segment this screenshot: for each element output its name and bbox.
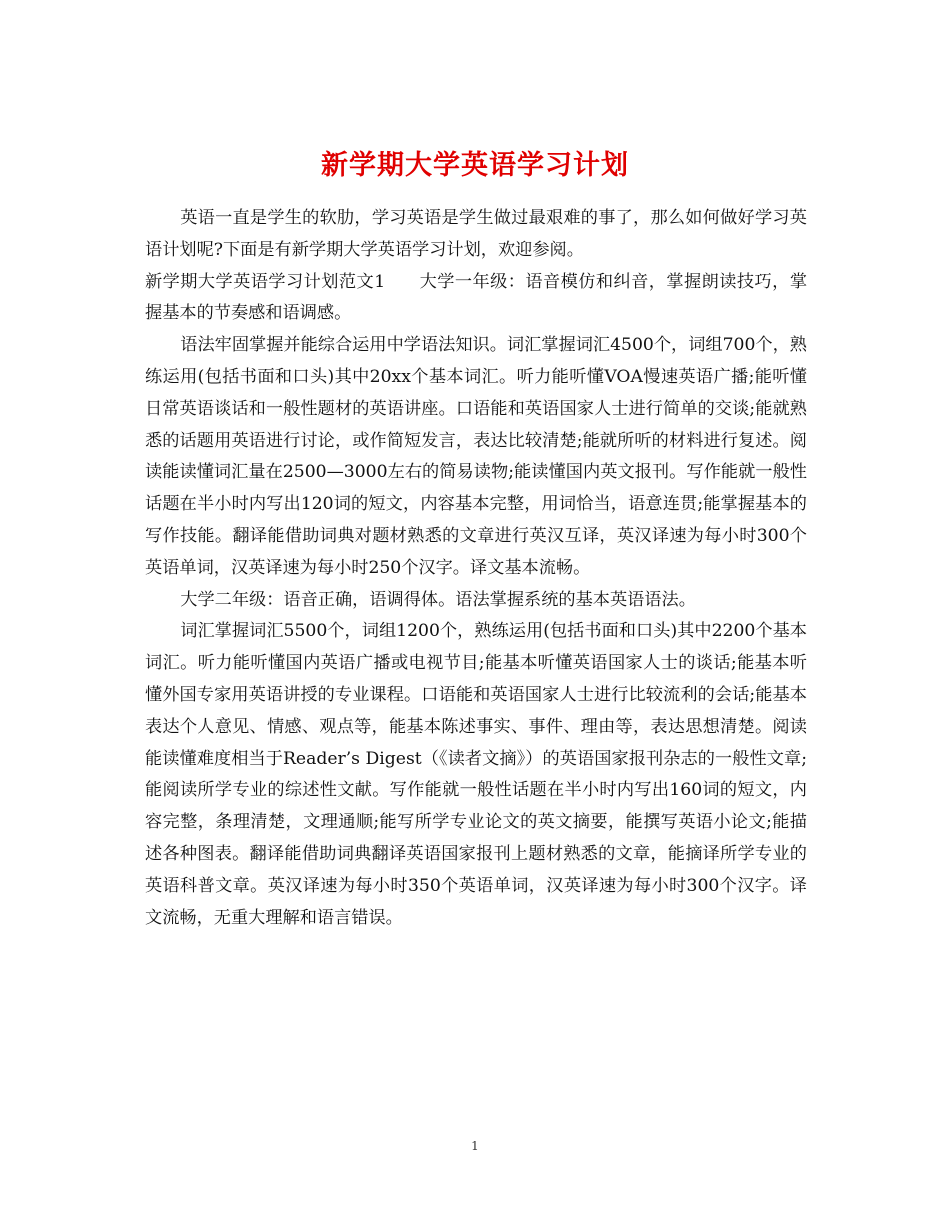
first-year-intro-text: 大学一年级：语音模仿和纠音，掌握朗读技巧，掌握基本的节奏感和语调感。 [145,271,808,324]
sample-heading: 新学期大学英语学习计划范文1 [145,271,386,292]
page-number: 1 [471,1139,479,1153]
second-year-details-paragraph: 词汇掌握词汇5500个，词组1200个，熟练运用(包括书面和口头)其中2200个基本词汇。听力能听懂国内英语广播或电视节目;能基本听懂英语国家人士的谈话;能基本听懂外国专家用英语讲授的专业课程。口语能和英语国家人士进行比较流利的会话;能基本表达个人意见、情感、观点等，能基本陈述事实、事件、理由等，表达思想清楚。阅读能读懂难度相当于Reader’s Digest（《读者文摘》）的英语国家报刊杂志的一般性文章;能阅读所学专业的综述性文献。写作能就一般性话题在半小时内写出160词的短文，内容完整，条理清楚，文理通顺;能写所学专业论文的英文摘要，能撰写英语小论文;能描述各种图表。翻译能借助词典翻译英语国家报刊上题材熟悉的文章，能摘译所学专业的英语科普文章。英汉译速为每小时350个英语单词，汉英译速为每小时300个汉字。译文流畅，无重大理解和语言错误。 [145,621,807,928]
intro-paragraph: 英语一直是学生的软肋，学习英语是学生做过最艰难的事了，那么如何做好学习英语计划呢?下面是有新学期大学英语学习计划，欢迎参阅。 [145,208,807,260]
first-year-details-paragraph: 语法牢固掌握并能综合运用中学语法知识。词汇掌握词汇4500个，词组700个，熟练运用(包括书面和口头)其中20xx个基本词汇。听力能听懂VOA慢速英语广播;能听懂日常英语谈话和一般性题材的英语讲座。口语能和英语国家人士进行简单的交谈;能就熟悉的话题用英语进行讨论，或作简短发言，表达比较清楚;能就所听的材料进行复述。阅读能读懂词汇量在2500—3000左右的简易读物;能读懂国内英文报刊。写作能就一般性话题在半小时内写出120词的短文，内容基本完整，用词恰当，语意连贯;能掌握基本的写作技能。翻译能借助词典对题材熟悉的文章进行英汉互译，英汉译速为每小时300个英语单词，汉英译速为每小时250个汉字。译文基本流畅。 [145,335,807,578]
sample-section-paragraph [145,267,807,331]
second-year-intro-paragraph: 大学二年级：语音正确，语调得体。语法掌握系统的基本英语语法。 [180,589,696,610]
document-body [145,203,807,934]
document-title: 新学期大学英语学习计划 [321,150,629,182]
